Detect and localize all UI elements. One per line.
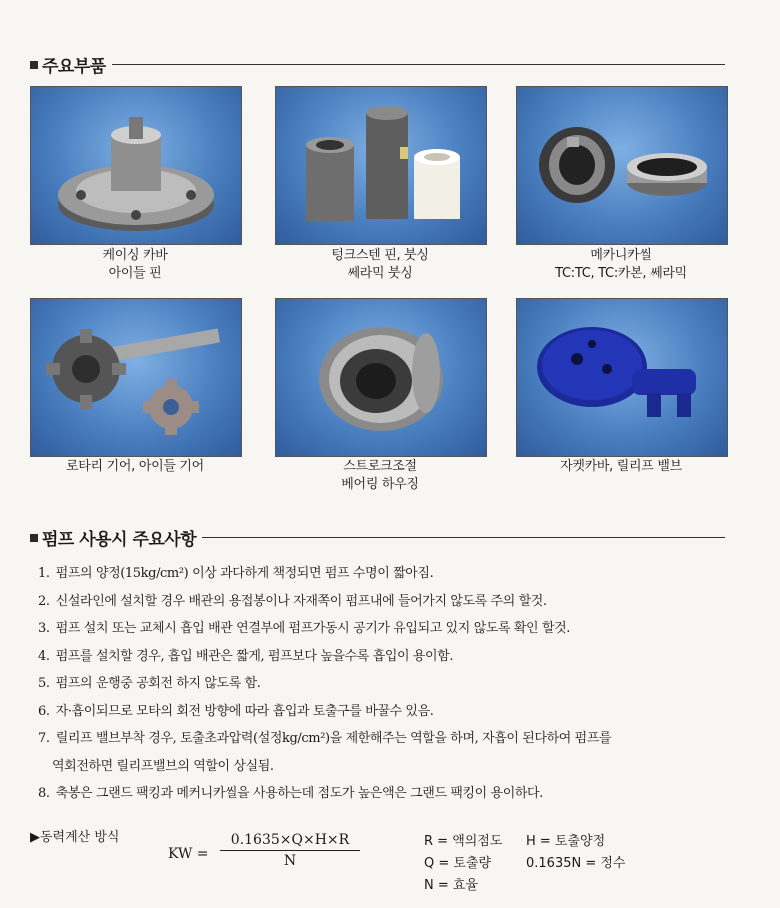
list-item <box>38 643 738 671</box>
list-item <box>38 560 738 588</box>
caption-line: 자켓카바, 릴리프 밸브 <box>560 459 682 474</box>
legend-item: 0.1635N = 정수 <box>526 856 626 871</box>
item-number: 4. <box>38 648 50 664</box>
item-number: 3. <box>38 621 50 636</box>
square-bullet-icon <box>30 534 38 542</box>
legend-item: R = 액의점도 <box>424 834 503 849</box>
item-text: 신설라인에 설치할 경우 배관의 용접봉이나 자재쪽이 펌프내에 들어가지 않도록 주의 할것. <box>55 593 547 609</box>
photo-tungsten-pin <box>275 86 487 245</box>
caption-bearing-housing <box>260 458 500 494</box>
list-item <box>38 698 738 726</box>
caption-casing-cover <box>15 247 255 283</box>
list-item <box>38 588 738 616</box>
legend-item: N = 효율 <box>424 878 478 893</box>
legend-item: Q = 토출량 <box>424 856 492 871</box>
caption-line: 로타리 기어, 아이들 기어 <box>66 459 204 474</box>
item-number: 5. <box>38 676 50 691</box>
caption-line: 케이싱 카바 <box>102 248 168 263</box>
caption-line: 쎄라믹 붓싱 <box>347 266 413 281</box>
formula-lhs: KW = <box>168 846 209 862</box>
caption-rotary-gear <box>15 458 255 476</box>
section-title-parts: 주요부품 <box>42 57 106 77</box>
caption-jacket-cover <box>501 458 741 476</box>
caption-line: 스트로크조절 <box>343 459 417 474</box>
item-text: 릴리프 밸브부착 경우, 토출초과압력(설정kg/cm²)을 제한해주는 역할을 하며, 자흡이 된다하여 펌프를 <box>55 731 612 746</box>
formula-numerator: 0.1635×Q×H×R <box>230 832 350 848</box>
formula-fraction <box>220 832 360 869</box>
photo-jacket-cover <box>516 298 728 457</box>
list-item <box>38 615 738 643</box>
item-number: 8. <box>38 785 50 801</box>
section-rule <box>202 537 725 538</box>
item-text: 축봉은 그랜드 팩킹과 메커니카씰을 사용하는데 점도가 높은액은 그랜드 팩킹이 용이하다. <box>55 785 543 801</box>
list-item <box>38 780 738 808</box>
photo-casing-cover <box>30 86 242 245</box>
section-header-precautions <box>30 525 725 550</box>
caption-line: 아이들 핀 <box>108 266 162 281</box>
item-text: 펌프를 설치할 경우, 흡입 배관은 짧게, 펌프보다 높을수록 흡입이 용이함. <box>55 648 454 664</box>
caption-line: 텅크스텐 핀, 붓싱 <box>331 248 429 263</box>
precautions-list <box>38 560 738 807</box>
caption-line: 메카니카씰 <box>590 248 652 263</box>
item-text: 펌프의 양정(15kg/cm²) 이상 과다하게 책정되면 펌프 수명이 짧아짐. <box>55 566 434 581</box>
photo-bearing-housing <box>275 298 487 457</box>
item-number: 1. <box>38 566 50 581</box>
legend-item: H = 토출양정 <box>526 834 606 849</box>
caption-mechanical-seal <box>501 247 741 283</box>
item-number: 6. <box>38 703 50 719</box>
caption-line: 베어링 하우징 <box>341 477 419 492</box>
section-header-parts <box>30 52 725 77</box>
caption-tungsten-pin <box>260 247 500 283</box>
item-text-continuation: 역회전하면 릴리프밸브의 역할이 상실됨. <box>52 758 274 774</box>
item-number: 7. <box>38 731 50 746</box>
caption-line: TC:TC, TC:카본, 쎄라믹 <box>555 266 687 281</box>
item-text: 자·흡이되므로 모타의 회전 방향에 따라 흡입과 토출구를 바꿀수 있음. <box>55 703 434 719</box>
section-title-precautions: 펌프 사용시 주요사항 <box>42 530 197 550</box>
formula-denominator: N <box>283 853 297 869</box>
list-item <box>38 670 738 698</box>
square-bullet-icon <box>30 61 38 69</box>
photo-rotary-gear <box>30 298 242 457</box>
list-item <box>38 725 738 780</box>
formula-label: ▶동력계산 방식 <box>30 830 120 845</box>
item-number: 2. <box>38 593 50 609</box>
photo-mechanical-seal <box>516 86 728 245</box>
section-rule <box>112 64 725 65</box>
item-text: 펌프의 운행중 공회전 하지 않도록 함. <box>55 676 261 691</box>
item-text: 펌프 설치 또는 교체시 흡입 배관 연결부에 펌프가동시 공기가 유입되고 있지 않도록 확인 할것. <box>55 621 570 636</box>
